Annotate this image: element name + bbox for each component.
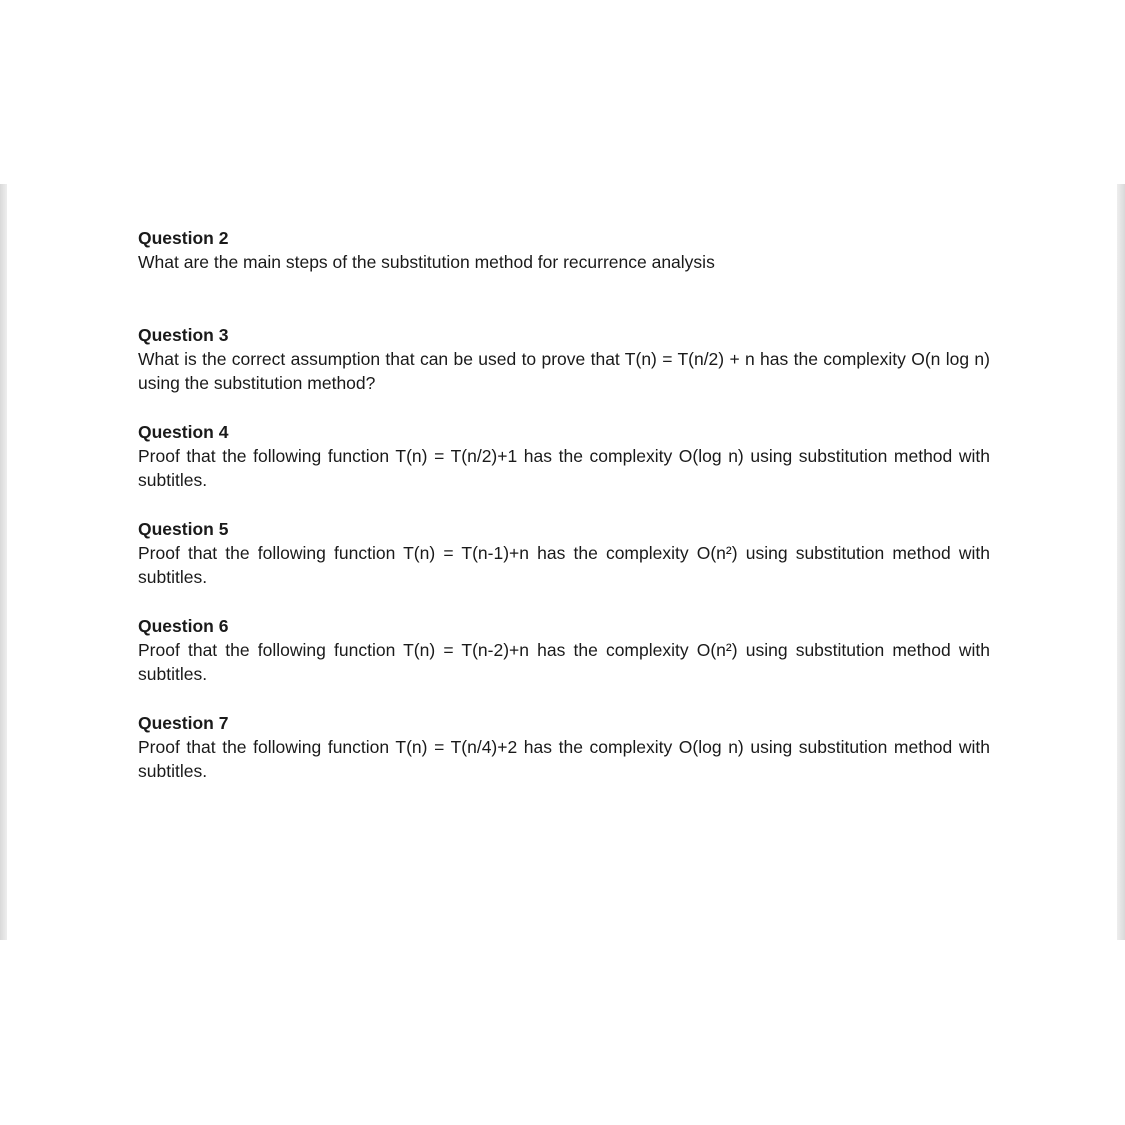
question-text: Proof that the following function T(n) = T(n/4)+2 has the complexity O(log n) using substitution method with subtitles. (138, 736, 990, 781)
document-page (0, 184, 1125, 940)
question-3 (138, 323, 990, 396)
question-title: Question 3 (138, 324, 229, 345)
question-title: Question 2 (138, 228, 229, 248)
question-text: Proof that the following function T(n) = T(n-1)+n has the complexity O(n²) using substitution method with subtitles. (138, 542, 990, 587)
question-7 (138, 711, 990, 784)
question-6 (138, 614, 990, 687)
question-title: Question 7 (138, 712, 229, 733)
question-2 (138, 226, 990, 275)
question-text: Proof that the following function T(n) = T(n/2)+1 has the complexity O(log n) using substitution method with subtitles. (138, 445, 990, 490)
question-text: What is the correct assumption that can be used to prove that T(n) = T(n/2) + n has the complexity O(n log n) using the substitution method? (138, 348, 990, 393)
page-edge-right (1117, 184, 1125, 940)
question-5 (138, 517, 990, 590)
question-title: Question 4 (138, 421, 229, 442)
page-edge-left (0, 184, 7, 940)
question-text: Proof that the following function T(n) = T(n-2)+n has the complexity O(n²) using substitution method with subtitles. (138, 639, 990, 684)
question-text: What are the main steps of the substitution method for recurrence analysis (138, 252, 715, 272)
question-list (138, 226, 990, 784)
question-title: Question 6 (138, 615, 229, 636)
question-title: Question 5 (138, 518, 229, 539)
question-4 (138, 420, 990, 493)
